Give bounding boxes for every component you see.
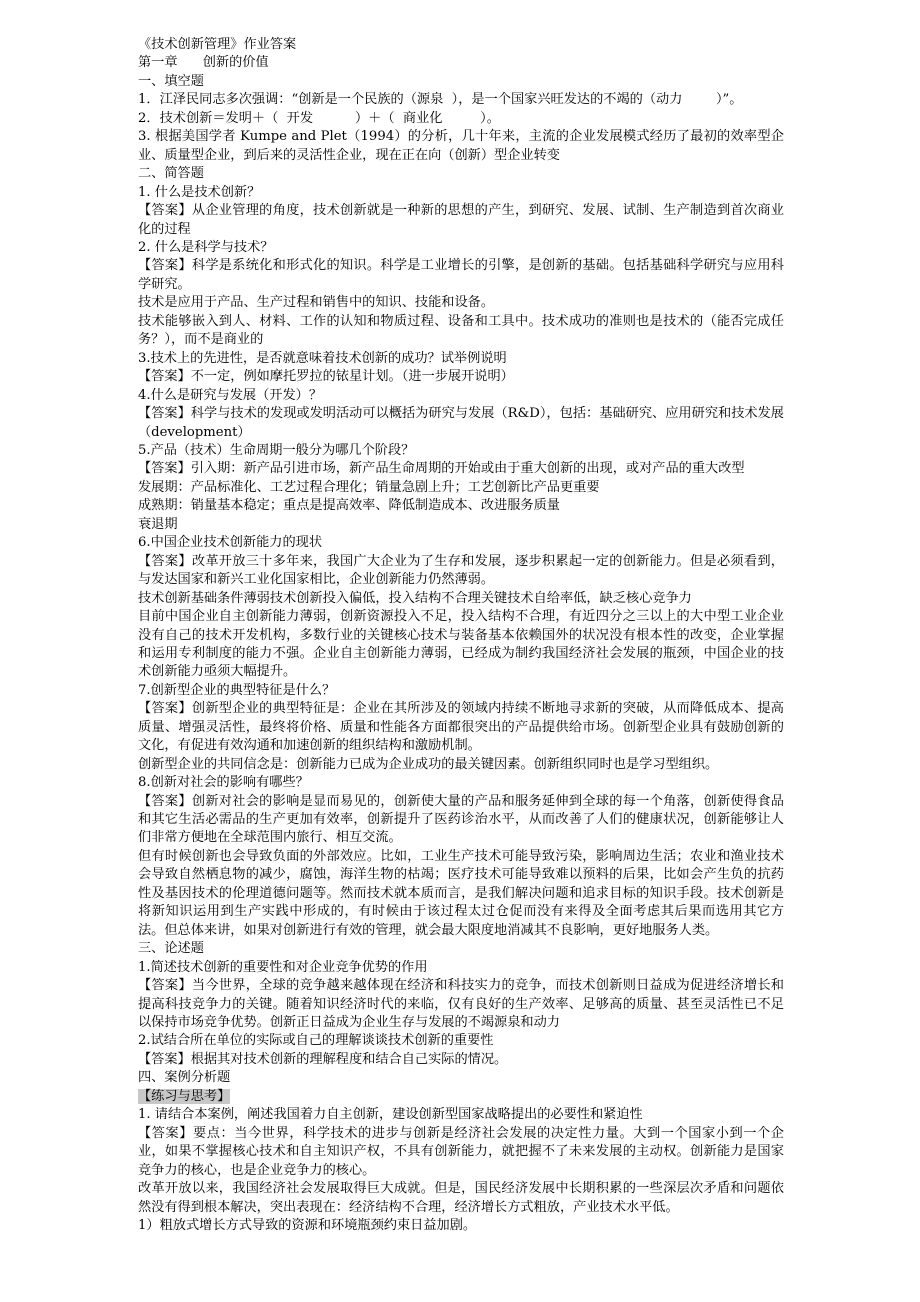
- question: 2.试结合所在单位的实际或自己的理解谈谈技术创新的重要性: [138, 1033, 494, 1049]
- question: 7.创新型企业的典型特征是什么？: [138, 682, 336, 698]
- paragraph: 技术是应用于产品、生产过程和销售中的知识、技能和设备。: [138, 295, 495, 311]
- paragraph: 目前中国企业自主创新能力薄弱，创新资源投入不足，投入结构不合理，有近四分之三以上的大中型工业企业没有自己的技术开发机构，多数行业的关键核心技术与装备基本依赖国外的状况没有根本性的改变，企业掌握和运用专利制度的能力不强。企业自主创新能力薄弱，已经成为制约我国经济社会发展的瓶颈，中国企业的技术创新能力亟须大幅提升。: [138, 609, 784, 680]
- paragraph: 但有时候创新也会导致负面的外部效应。比如，工业生产技术可能导致污染，影响周边生活；农业和渔业技术会导致自然栖息物的减少，腐蚀，海洋生物的枯竭；医疗技术可能导致难以预料的后果，比如会产生负的抗药性及基因技术的伦理道德问题等。然而技术就本质而言，是我们解决问题和追求目标的知识手段。技术创新是将新知识运用到生产实践中形成的，有时候由于该过程太过仓促而没有来得及全面考虑其后果而选用其它方法。但总体来讲，如果对创新进行有效的管理，就会最大限度地消减其不良影响，更好地服务人类。: [138, 848, 784, 938]
- answer: 【答案】科学是系统化和形式化的知识。科学是工业增长的引擎，是创新的基础。包括基础科学研究与应用科学研究。: [138, 258, 784, 292]
- paragraph: 发展期：产品标准化、工艺过程合理化；销量急剧上升；工艺创新比产品更重要: [138, 479, 600, 495]
- question: 1.简述技术创新的重要性和对企业竞争优势的作用: [138, 959, 428, 975]
- question: 1. 请结合本案例，阐述我国着力自主创新，建设创新型国家战略提出的必要性和紧迫性: [138, 1107, 643, 1123]
- question: 3.技术上的先进性，是否就意味着技术创新的成功？试举例说明: [138, 350, 507, 366]
- question: 6.中国企业技术创新能力的现状: [138, 535, 323, 551]
- paragraph: 1．江泽民同志多次强调：“创新是一个民族的（源泉 ），是一个国家兴旺发达的不竭的（动力 ）”。: [138, 92, 743, 108]
- doc-title: 《技术创新管理》作业答案: [138, 37, 297, 52]
- answer: 【答案】根据其对技术创新的理解程度和结合自己实际的情况。: [138, 1051, 508, 1067]
- chapter-heading: 第一章 创新的价值: [138, 55, 269, 71]
- answer: 【答案】科学与技术的发现或发明活动可以概括为研究与发展（R&D），包括：基础研究、应用研究和技术发展（development）: [138, 406, 784, 440]
- answer: 【答案】引入期：新产品引进市场，新产品生命周期的开始或由于重大创新的出现，或对产品的重大改型: [138, 461, 745, 477]
- paragraph: 衰退期: [138, 516, 178, 532]
- question: 4.什么是研究与发展（开发）？: [138, 387, 323, 403]
- paragraph: 改革开放以来，我国经济社会发展取得巨大成就。但是，国民经济发展中长期积累的一些深层次矛盾和问题依然没有得到根本解决，突出表现在：经济结构不合理，经济增长方式粗放，产业技术水平低。: [138, 1181, 784, 1215]
- answer: 【答案】从企业管理的角度，技术创新就是一种新的思想的产生，到研究、发展、试制、生产制造到首次商业化的过程: [138, 203, 784, 237]
- section-heading: 四、案例分析题: [138, 1070, 231, 1086]
- question: 2. 什么是科学与技术？: [138, 239, 274, 255]
- answer: 【答案】创新对社会的影响是显而易见的，创新使大量的产品和服务延伸到全球的每一个角落，创新使得食品和其它生活必需品的生产更加有效率，创新提升了医药诊治水平，从而改善了人们的健康状况，创新能够让人们非常方便地在全球范围内旅行、相互交流。: [138, 793, 784, 846]
- section-heading: 一、填空题: [138, 73, 204, 89]
- practice-heading-highlight: 【练习与思考】: [138, 1088, 231, 1104]
- question: 5.产品（技术）生命周期一般分为哪几个阶段？: [138, 442, 415, 458]
- answer: 【答案】当今世界，全球的竞争越来越体现在经济和科技实力的竞争，而技术创新则日益成为促进经济增长和提高科技竞争力的关键。随着知识经济时代的来临，仅有良好的生产效率、足够高的质量、甚至灵活性已不足以保持市场竞争优势。创新正日益成为企业生存与发展的不竭源泉和动力: [138, 978, 784, 1031]
- paragraph: 技术能够嵌入到人、材料、工作的认知和物质过程、设备和工具中。技术成功的准则也是技术的（能否完成任务？），而不是商业的: [138, 313, 784, 348]
- question: 1. 什么是技术创新？: [138, 184, 261, 200]
- paragraph: 3. 根据美国学者 Kumpe and Plet（1994）的分析，几十年来，主流的企业发展模式经历了最初的效率型企业、质量型企业，到后来的灵活性企业，现在正在向（创新）型企业转变: [138, 129, 784, 163]
- paragraph: 成熟期：销量基本稳定；重点是提高效率、降低制造成本、改进服务质量: [138, 498, 560, 514]
- answer: 【答案】不一定，例如摩托罗拉的铱星计划。（进一步展开说明）: [138, 369, 514, 385]
- paragraph: 2．技术创新＝发明＋（ 开发 ）＋（ 商业化 ）。: [138, 110, 500, 126]
- answer: 【答案】要点：当今世界，科学技术的进步与创新是经济社会发展的决定性力量。大到一个国家小到一个企业，如果不掌握核心技术和自主知识产权，不具有创新能力，就把握不了未来发展的主动权。创新能力是国家竞争力的核心，也是企业竞争力的核心。: [138, 1125, 784, 1178]
- paragraph: 技术创新基础条件薄弱技术创新投入偏低，投入结构不合理关键技术自给率低，缺乏核心竞争力: [138, 590, 692, 606]
- paragraph: 1）粗放式增长方式导致的资源和环境瓶颈约束日益加剧。: [138, 1218, 477, 1233]
- answer: 【答案】改革开放三十多年来，我国广大企业为了生存和发展，逐步积累起一定的创新能力。但是必须看到，与发达国家和新兴工业化国家相比，企业创新能力仍然薄弱。: [138, 553, 784, 588]
- practice-heading: [138, 1088, 784, 1106]
- paragraph: 创新型企业的共同信念是：创新能力已成为企业成功的最关键因素。创新组织同时也是学习型组织。: [138, 756, 719, 772]
- section-heading: 三、论述题: [138, 941, 204, 957]
- answer: 【答案】创新型企业的典型特征是：企业在其所涉及的领域内持续不断地寻求新的突破，从而降低成本、提高质量、增强灵活性，最终将价格、质量和性能各方面都很突出的产品提供给市场。创新型企业具有鼓励创新的文化，有促进有效沟通和加速创新的组织结构和激励机制。: [138, 701, 784, 754]
- question: 8.创新对社会的影响有哪些？: [138, 775, 309, 791]
- section-heading: 二、简答题: [138, 166, 204, 182]
